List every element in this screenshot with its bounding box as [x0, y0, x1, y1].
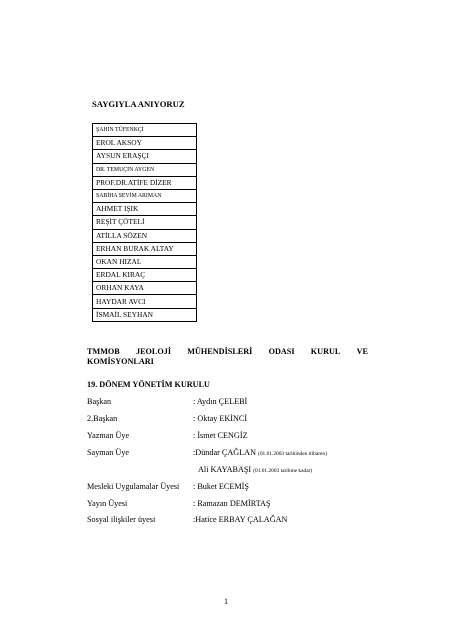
memorial-row — [93, 189, 197, 202]
label-baskan: Başkan — [87, 397, 112, 406]
label-sayman: Sayman Üye — [87, 448, 130, 457]
label-baskan2: 2.Başkan — [87, 414, 118, 423]
value-baskan: : Aydın ÇELEBİ — [193, 397, 248, 406]
memorial-row — [93, 163, 197, 176]
section-heading-line2: KOMİSYONLARI — [87, 357, 154, 366]
memorial-name: DR. TEMUÇİN AYGEN — [93, 163, 197, 176]
value-sayman — [193, 448, 327, 457]
value-yayin: : Ramazan DEMİRTAŞ — [193, 499, 271, 508]
memorial-row — [93, 295, 197, 308]
page-number: 1 — [224, 597, 229, 606]
memorial-row — [93, 269, 197, 282]
value-sosyal: :Hatice ERBAY ÇALAĞAN — [193, 515, 288, 524]
board-heading: 19. DÖNEM YÖNETİM KURULU — [87, 380, 210, 389]
memorial-row — [93, 203, 197, 216]
value-sayman2 — [198, 465, 312, 474]
memorial-row — [93, 255, 197, 268]
memorial-name: ERDAL KIRAÇ — [93, 269, 197, 282]
label-yazman: Yazman Üye — [87, 431, 130, 440]
memorial-name: ERHAN BURAK ALTAY — [93, 242, 197, 255]
value-baskan2: : Oktay EKİNCİ — [193, 414, 248, 423]
section-heading-word: VE — [356, 347, 368, 356]
memorial-name: AYSUN ERAŞÇI — [93, 150, 197, 163]
memorial-row — [93, 282, 197, 295]
section-heading-word: JEOLOJİ — [136, 347, 172, 356]
memorial-name: HAYDAR AVCI — [93, 295, 197, 308]
memorial-name: PROF.DR.ATİFE DİZER — [93, 176, 197, 189]
section-heading-word: KURUL — [310, 347, 341, 356]
section-heading-line1 — [87, 347, 368, 357]
memorial-row — [93, 150, 197, 163]
memorial-row — [93, 124, 197, 137]
label-mesleki: Mesleki Uygulamalar Üyesi — [87, 482, 180, 491]
value-yazman: : İsmet CENGİZ — [193, 431, 248, 440]
value-sayman2-name: Ali KAYABAŞI — [198, 465, 252, 474]
label-yayin: Yayın Üyesi — [87, 499, 128, 508]
memorial-heading: SAYGIYLA ANIYORUZ — [92, 99, 185, 109]
memorial-row — [93, 176, 197, 189]
memorial-row — [93, 216, 197, 229]
memorial-name: İSMAİL SEYHAN — [93, 308, 197, 321]
section-heading-word: ODASI — [268, 347, 295, 356]
section-heading — [87, 347, 368, 367]
memorial-row — [93, 137, 197, 150]
section-heading-word: MÜHENDİSLERİ — [187, 347, 253, 356]
label-sosyal: Sosyal ilişkiler üyesi — [87, 515, 156, 524]
memorial-name: REŞİT ÇÖTELİ — [93, 216, 197, 229]
memorial-name: AHMET IŞIK — [93, 203, 197, 216]
memorial-name: ORHAN KAYA — [93, 282, 197, 295]
memorial-row — [93, 242, 197, 255]
memorial-name: SABİHA SEVİM ARIMAN — [93, 189, 197, 202]
memorial-name: OKAN HIZAL — [93, 255, 197, 268]
memorial-row — [93, 308, 197, 321]
value-sayman2-note: (01.01.2003 tarihine kadar) — [253, 468, 313, 474]
memorial-name: ŞAHİN TÜFENKÇİ — [93, 124, 197, 137]
memorial-row — [93, 229, 197, 242]
section-heading-word: TMMOB — [87, 347, 120, 356]
memorial-name: EROL AKSOY — [93, 137, 197, 150]
memorial-name: ATİLLA SÖZEN — [93, 229, 197, 242]
memorial-table — [92, 123, 197, 322]
value-sayman-name: :Dündar ÇAĞLAN — [193, 448, 256, 457]
value-mesleki: : Buket ECEMİŞ — [193, 482, 249, 491]
value-sayman-note: (01.01.2003 tarihinden itibaren) — [258, 451, 327, 457]
